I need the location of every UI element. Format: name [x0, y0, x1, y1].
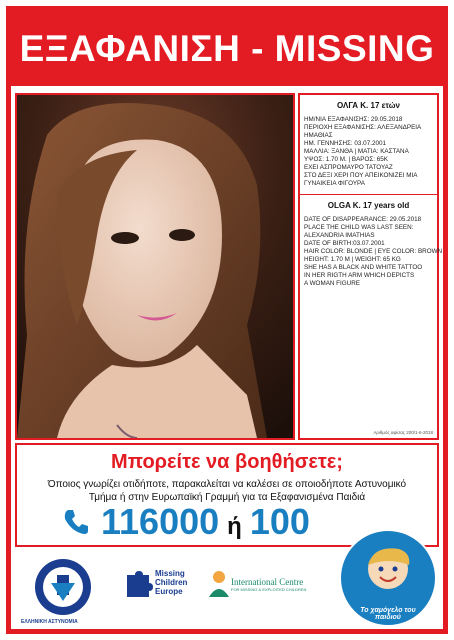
missing-poster: [6, 6, 448, 634]
hotline-number[interactable]: 116000: [101, 501, 220, 542]
poster-reference-number: Αριθμός αφίσας 200/1-6-2018: [373, 430, 433, 435]
greek-detail-line: ΕΧΕΙ ΑΣΠΡΟΜΑΥΡΟ ΤΑΤΟΥΑΖ: [304, 164, 393, 171]
divider: [300, 194, 437, 195]
help-text-line: Όποιος γνωρίζει οτιδήποτε, παρακαλείται να καλέσει σε οποιοδήποτε Αστυνομικό: [47, 479, 407, 490]
mce-line: Europe: [155, 587, 183, 596]
poster-banner: ΕΞΑΦΑΝΙΣΗ - MISSING: [11, 11, 443, 86]
police-logo-text: ΕΛΛΗΝΙΚΗ ΑΣΤΥΝΟΜΙΑ: [21, 619, 78, 625]
english-detail-line: A WOMAN FIGURE: [304, 280, 360, 287]
international-centre-logo: [231, 577, 306, 592]
smile-logo-text: Το χαμόγελο του παιδιού: [360, 607, 416, 621]
english-detail-line: DATE OF DISAPPEARANCE: 29.05.2018: [304, 216, 422, 223]
hotline-row: [61, 501, 310, 543]
phone-icon: [61, 507, 91, 537]
english-name-title: OLGA K. 17 years old: [327, 201, 410, 210]
puzzle-icon: [123, 571, 153, 601]
english-detail-line: DATE OF BIRTH:03.07.2001: [304, 240, 385, 247]
international-centre-icon: [207, 567, 231, 597]
ic-subtitle: FOR MISSING & EXPLOITED CHILDREN: [231, 587, 307, 592]
greek-detail-line: ΣΤΟ ΔΕΞΙ ΧΕΡΙ ΠΟΥ ΑΠΕΙΚΟΝΙΖΕΙ ΜΙΑ: [304, 172, 418, 179]
help-title: Μπορείτε να βοηθήσετε;: [111, 451, 343, 473]
greek-detail-line: ΓΥΝΑΙΚΕΙΑ ΦΙΓΟΥΡΑ: [304, 180, 365, 187]
hotline-or: ή: [227, 513, 242, 540]
greek-detail-line: ΜΑΛΛΙΑ: ΞΑΝΘΑ | ΜΑΤΙΑ: ΚΑΣΤΑΝΑ: [304, 148, 409, 155]
greek-detail-line: ΥΨΟΣ: 1.70 M. | ΒΑΡΟΣ: 65K: [304, 156, 388, 163]
english-detail-line: SHE HAS A BLACK AND WHITE TATTOO: [304, 264, 423, 271]
mce-line: Missing: [155, 569, 185, 578]
greek-detail-line: ΗΜΑΘΙΑΣ: [304, 132, 333, 139]
greek-detail-line: ΗΜ/ΝΙΑ ΕΞΑΦΑΝΙΣΗΣ: 29.05.2018: [304, 116, 403, 123]
mce-logo: [155, 569, 187, 596]
missing-person-photo: [15, 93, 295, 440]
english-detail-line: HAIR COLOR: BLONDE | EYE COLOR: BROWN: [304, 248, 443, 255]
english-detail-line: HEIGHT: 1.70 M | WEIGHT: 65 KG: [304, 256, 401, 263]
english-detail-line: ALEXANDRIA IMATHIAS: [304, 232, 375, 239]
greek-detail-line: ΠΕΡΙΟΧΗ ΕΞΑΦΑΝΙΣΗΣ: ΑΛΕΞΑΝΔΡΕΙΑ: [304, 124, 422, 131]
mce-line: Children: [155, 578, 188, 587]
police-number[interactable]: 100: [249, 501, 310, 542]
ic-title: International Centre: [231, 577, 304, 587]
english-details: [300, 216, 443, 288]
person-details-panel: [298, 93, 443, 440]
greek-detail-line: ΗΜ. ΓΕΝΝΗΣΗΣ: 03.07.2001: [304, 140, 386, 147]
partner-logos: [11, 543, 443, 629]
police-badge-icon: [33, 557, 93, 617]
english-detail-line: PLACE THE CHILD WAS LAST SEEN:: [304, 224, 414, 231]
greek-details: [300, 116, 437, 188]
greek-name-title: ΟΛΓΑ Κ. 17 ετών: [337, 101, 400, 110]
help-text-line: Τμήμα ή στην Ευρωπαϊκή Γραμμή για τα Εξαφανισμένα Παιδιά: [88, 492, 366, 503]
english-detail-line: IN HER RIGTH ARM WHICH DEPICTS: [304, 272, 415, 279]
